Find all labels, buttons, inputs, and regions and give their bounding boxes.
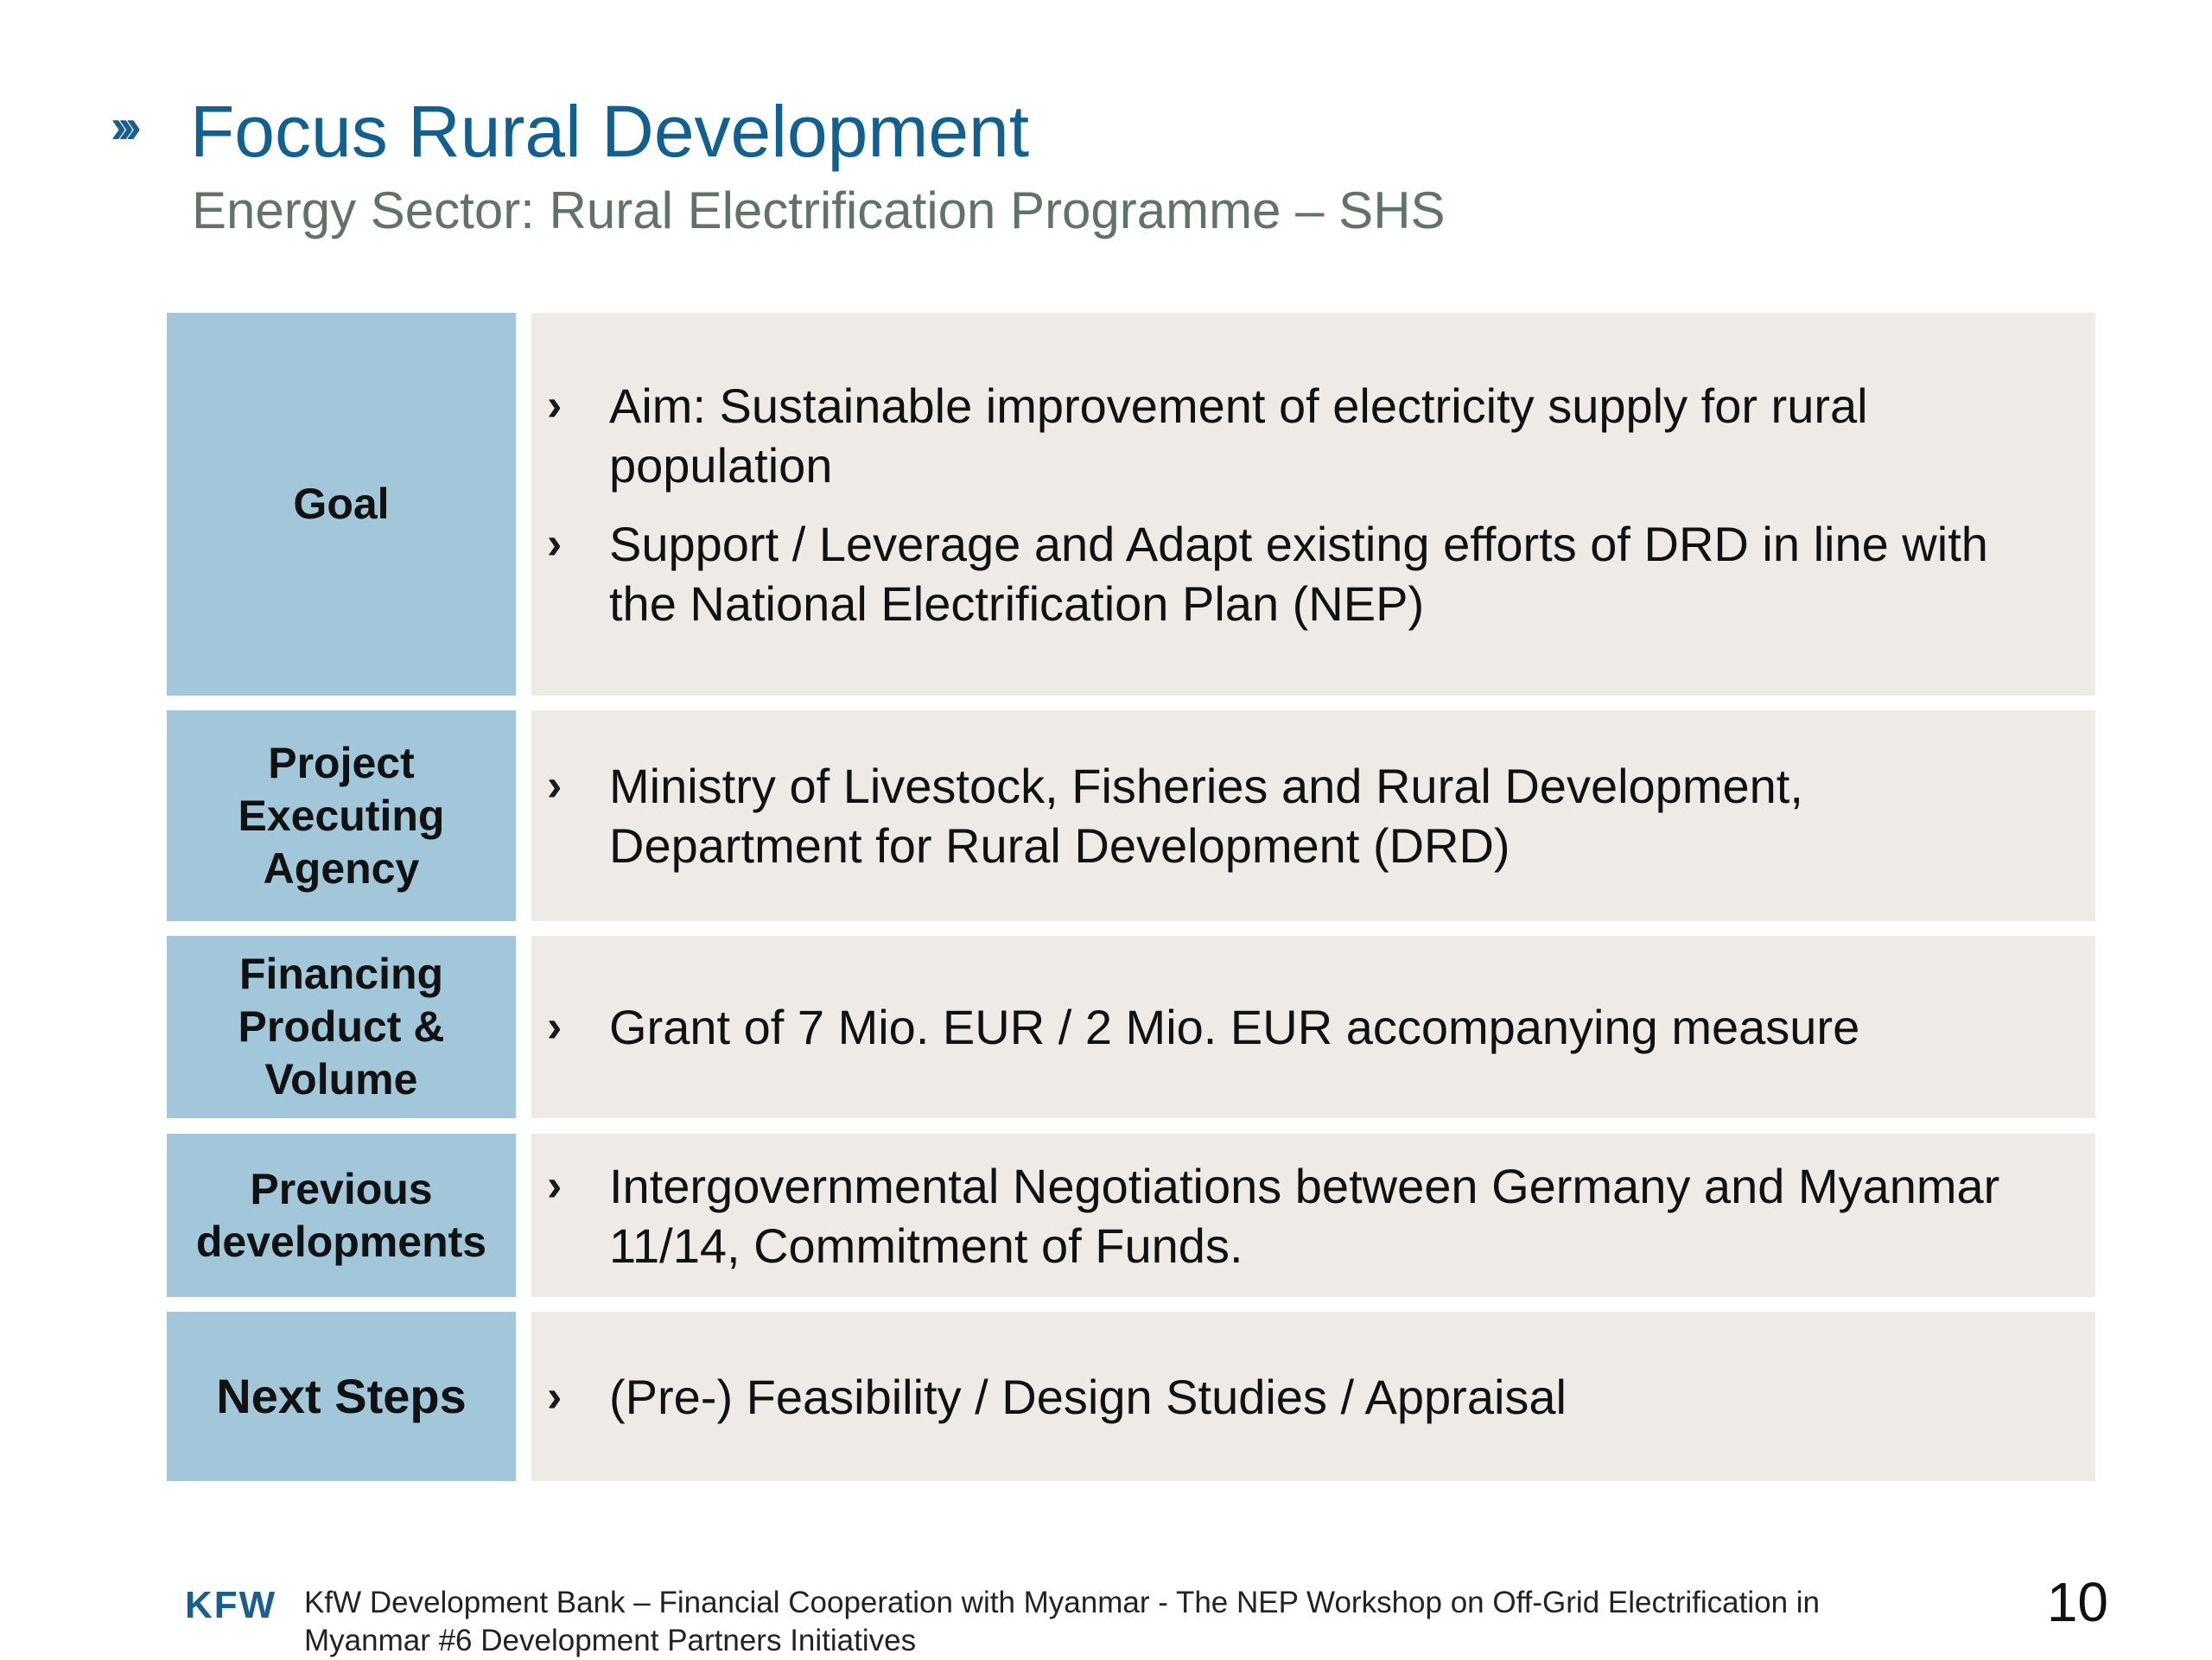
row-content-cell — [531, 1134, 2095, 1297]
footer-text: KfW Development Bank – Financial Cooperation with Myanmar - The NEP Workshop on Off-Grid Electrification in Myanmar #6 Development Partners Initiatives — [304, 1586, 1820, 1657]
row-label-cell — [167, 710, 516, 921]
row-content-cell — [531, 313, 2095, 696]
bullet-text: Ministry of Livestock, Fisheries and Rural Development, Department for Rural Development (DRD) — [609, 759, 1803, 873]
row-label-cell — [167, 313, 516, 696]
row-content-cell — [531, 1312, 2095, 1481]
title-marker-icon: ››› — [111, 99, 133, 153]
bullet-text: Support / Leverage and Adapt existing efforts of DRD in line with the National Electrification Plan (NEP) — [609, 516, 1988, 631]
row-label: Next Steps — [216, 1368, 467, 1423]
table-row-financing — [167, 936, 2095, 1118]
chevron-right-icon: › — [547, 1002, 563, 1052]
chevron-right-icon: › — [547, 518, 563, 569]
row-label: Goal — [293, 480, 390, 528]
chevron-right-icon: › — [547, 1160, 563, 1211]
row-label-cell — [167, 1312, 516, 1481]
list-item — [547, 1367, 2061, 1427]
row-label: Previous developments — [195, 1164, 487, 1266]
list-item — [547, 997, 2061, 1057]
row-content-cell — [531, 710, 2095, 921]
list-item — [547, 756, 2061, 875]
bullet-text: (Pre-) Feasibility / Design Studies / Appraisal — [609, 1369, 1567, 1424]
bullet-text: Grant of 7 Mio. EUR / 2 Mio. EUR accompanying measure — [609, 1000, 1860, 1054]
page-number: 10 — [2046, 1571, 2108, 1633]
row-label-cell — [167, 1134, 516, 1297]
kfw-logo: KFW — [185, 1584, 277, 1626]
row-label: Financing Product & Volume — [238, 950, 445, 1103]
page-title: Focus Rural Development — [190, 91, 1030, 172]
list-item — [547, 376, 2061, 495]
table-row-executing-agency — [167, 710, 2095, 921]
chevron-right-icon: › — [547, 760, 563, 811]
bullet-text: Aim: Sustainable improvement of electricity supply for rural population — [609, 378, 1868, 493]
row-label: Project Executing Agency — [238, 738, 445, 893]
list-item — [547, 1156, 2061, 1275]
row-content-cell — [531, 936, 2095, 1118]
table-row-previous-developments — [167, 1134, 2095, 1297]
table-row-next-steps — [167, 1312, 2095, 1481]
table-row-goal — [167, 313, 2095, 696]
page-subtitle: Energy Sector: Rural Electrification Programme – SHS — [192, 181, 1446, 239]
chevron-right-icon: › — [547, 379, 563, 430]
row-label-cell — [167, 936, 516, 1118]
list-item — [547, 514, 2061, 633]
bullet-text: Intergovernmental Negotiations between Germany and Myanmar 11/14, Commitment of Funds. — [609, 1158, 2000, 1273]
chevron-right-icon: › — [547, 1371, 563, 1421]
